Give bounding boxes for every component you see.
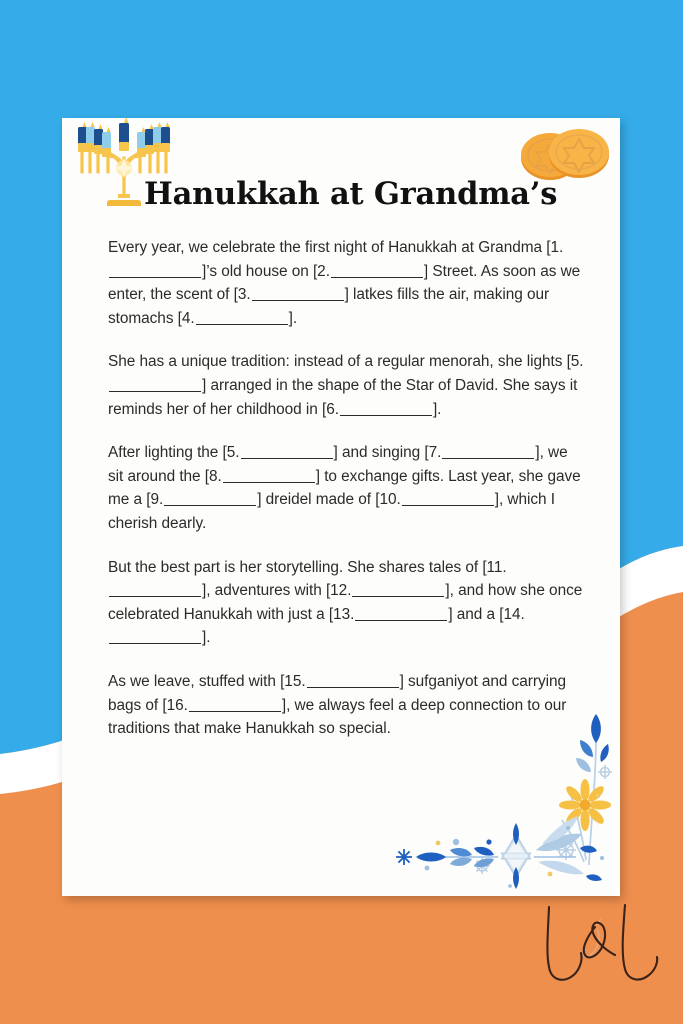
blank-field-8[interactable]	[223, 469, 315, 483]
story-text: ] and a [14.	[448, 605, 525, 623]
blank-field-2[interactable]	[331, 264, 423, 278]
fill-in-the-blank-story	[108, 236, 584, 741]
story-text: ].	[202, 629, 211, 647]
story-text: ], adventures with [12.	[202, 582, 352, 600]
story-text: ], which I cherish dearly.	[108, 491, 555, 532]
story-text: ] dreidel made of [10.	[257, 491, 401, 509]
story-text: After lighting the [5.	[108, 444, 240, 462]
story-text: ] sufganiyot and carrying bags of [16.	[108, 672, 566, 714]
worksheet-card	[62, 118, 620, 896]
blank-field-3[interactable]	[252, 287, 344, 301]
blank-field-15[interactable]	[307, 674, 399, 688]
story-text: ].	[432, 400, 442, 418]
blank-field-9[interactable]	[164, 492, 256, 506]
blank-field-6[interactable]	[340, 402, 432, 416]
blank-field-1[interactable]	[109, 264, 201, 278]
story-text: ] latkes fills the air, making our stomachs [4.	[108, 286, 550, 327]
blank-field-13[interactable]	[355, 607, 447, 621]
paragraph-4	[108, 556, 584, 650]
star-of-david-icon	[503, 823, 529, 889]
blank-field-14[interactable]	[109, 630, 201, 644]
story-text: As we leave, stuffed with [15.	[108, 672, 306, 690]
story-text: ] arranged in the shape of the Star of David. She says it reminds her of her childhood in [6.	[108, 376, 578, 418]
paragraph-3	[108, 441, 584, 535]
story-text: ], we sit around the [8.	[108, 444, 568, 485]
blank-field-12[interactable]	[352, 583, 444, 597]
story-text: ], we always feel a deep connection to our traditions that make Hanukkah so special.	[108, 696, 567, 738]
page-title: Hanukkah at Grandma’s	[144, 176, 558, 212]
story-text: ]’s old house on [2.	[202, 262, 330, 280]
story-text: ], and how she once celebrated Hanukkah with just a [13.	[108, 582, 583, 623]
blank-field-4[interactable]	[196, 311, 288, 325]
story-text: But the best part is her storytelling. She shares tales of [11.	[108, 558, 507, 576]
blank-field-10[interactable]	[402, 492, 494, 506]
story-text: ] Street. As soon as we enter, the scent of [3.	[108, 262, 581, 304]
blank-field-16[interactable]	[189, 698, 281, 712]
paragraph-2	[108, 350, 584, 421]
story-text: ].	[288, 309, 298, 327]
blank-field-5[interactable]	[109, 378, 201, 392]
story-text: ] to exchange gifts. Last year, she gave me a [9.	[108, 467, 581, 509]
blank-field-11[interactable]	[109, 583, 201, 597]
floral-leaves-left	[396, 839, 494, 871]
blank-field-7[interactable]	[442, 445, 534, 459]
paragraph-5	[108, 670, 584, 741]
story-text: Every year, we celebrate the first night of Hanukkah at Grandma [1.	[108, 239, 564, 256]
worksheet-header	[62, 118, 620, 226]
paragraph-1	[108, 236, 584, 330]
blank-field-5[interactable]	[241, 445, 333, 459]
ll-script-logo-icon	[515, 891, 665, 996]
story-text: She has a unique tradition: instead of a regular menorah, she lights [5.	[108, 353, 584, 371]
story-text: ] and singing [7.	[333, 444, 442, 462]
coin-front	[549, 129, 609, 178]
